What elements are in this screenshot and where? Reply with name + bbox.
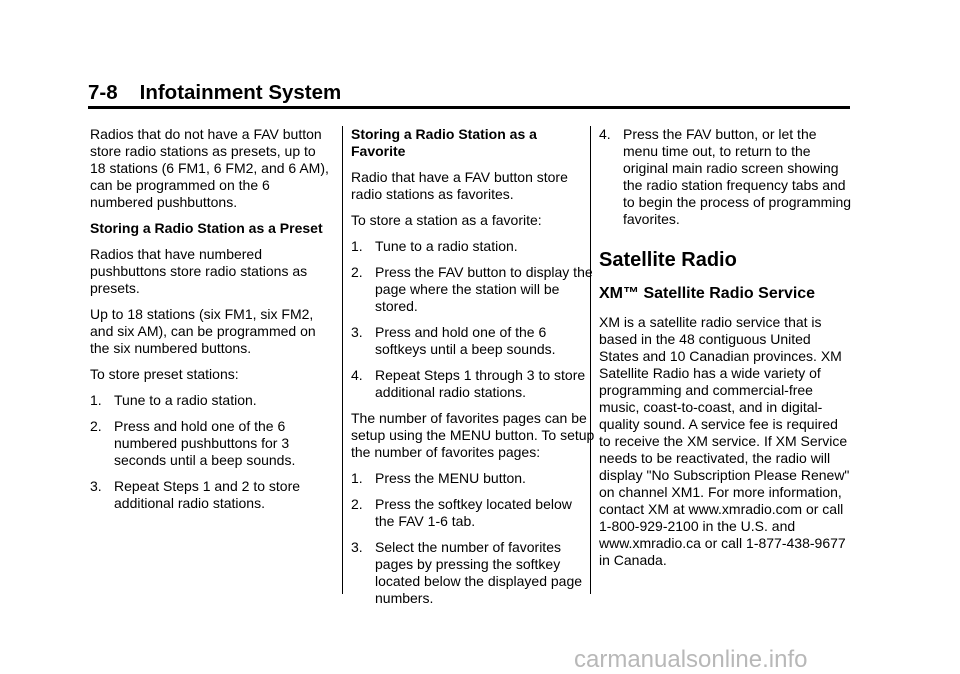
header-rule bbox=[88, 106, 850, 109]
column-divider-1 bbox=[342, 126, 343, 594]
list-item: 3. Select the number of favorites pages by pressing the softkey located below the displayed page numbers. bbox=[351, 539, 583, 606]
list-item: 2. Press and hold one of the 6 numbered pushbuttons for 3 seconds until a beep sounds. bbox=[90, 418, 296, 468]
favorite-paragraph-3: The number of favorites pages can be setup using the MENU button. To setup the number of favorites pages: bbox=[351, 410, 595, 460]
list-item: 4. Press the FAV button, or let the menu time out, to return to the original main radio screen showing the radio station frequency tabs and to begin the process of programming favorites. bbox=[599, 126, 852, 227]
favorite-paragraph-1: Radio that have a FAV button store radio stations as favorites. bbox=[351, 169, 568, 202]
preset-heading: Storing a Radio Station as a Preset bbox=[90, 220, 323, 236]
list-item: 1. Tune to a radio station. bbox=[351, 238, 518, 254]
intro-paragraph: Radios that do not have a FAV button store radio stations as presets, up to 18 stations (6 FM1, 6 FM2, and 6 AM), can be programmed on the 6 numbered pushbuttons. bbox=[90, 126, 329, 210]
preset-paragraph-1: Radios that have numbered pushbuttons store radio stations as presets. bbox=[90, 246, 308, 296]
page-title bbox=[88, 80, 850, 106]
list-item: 3. Repeat Steps 1 and 2 to store additional radio stations. bbox=[90, 478, 301, 511]
favorites-pages-steps bbox=[351, 470, 595, 607]
watermark: carmanualsonline.info bbox=[574, 646, 808, 673]
xm-service-heading: XM™ Satellite Radio Service bbox=[599, 285, 816, 302]
list-item: 4. Repeat Steps 1 through 3 to store additional radio stations. bbox=[351, 367, 586, 400]
satellite-radio-heading: Satellite Radio bbox=[599, 249, 737, 271]
list-item: 2. Press the FAV button to display the page where the station will be stored. bbox=[351, 264, 593, 314]
list-item: 1. Tune to a radio station. bbox=[90, 392, 257, 408]
page-header bbox=[88, 80, 850, 109]
favorite-heading: Storing a Radio Station as a Favorite bbox=[351, 126, 537, 159]
preset-steps bbox=[90, 392, 334, 512]
favorite-paragraph-2: To store a station as a favorite: bbox=[351, 212, 542, 228]
page-number: 7-8 bbox=[88, 81, 118, 104]
list-item: 3. Press and hold one of the 6 softkeys until a beep sounds. bbox=[351, 324, 556, 357]
list-item: 2. Press the softkey located below the FAV 1-6 tab. bbox=[351, 496, 572, 529]
list-item: 1. Press the MENU button. bbox=[351, 470, 526, 486]
section-title: Infotainment System bbox=[139, 81, 342, 104]
column-2 bbox=[351, 126, 595, 616]
favorite-steps bbox=[351, 238, 595, 401]
favorites-pages-steps-continued bbox=[599, 126, 851, 228]
preset-paragraph-2: Up to 18 stations (six FM1, six FM2, and six AM), can be programmed on the six numbered buttons. bbox=[90, 306, 316, 356]
preset-paragraph-3: To store preset stations: bbox=[90, 366, 239, 382]
xm-service-paragraph: XM is a satellite radio service that is based in the 48 contiguous United States and 10 Canadian provinces. XM Satellite Radio has a wide variety of programming and commercial-free music, coast-to-coast, and in digital-quality sound. A service fee is required to receive the XM service. If XM Service needs to be reactivated, the radio will display "No Subscription Please Renew" on channel XM1. For more information, contact XM at www.xmradio.com or call 1-800-929-2100 in the U.S. and www.xmradio.ca or call 1-877-438-9677 in Canada. bbox=[599, 314, 850, 568]
column-3 bbox=[599, 126, 851, 578]
column-1 bbox=[90, 126, 334, 521]
